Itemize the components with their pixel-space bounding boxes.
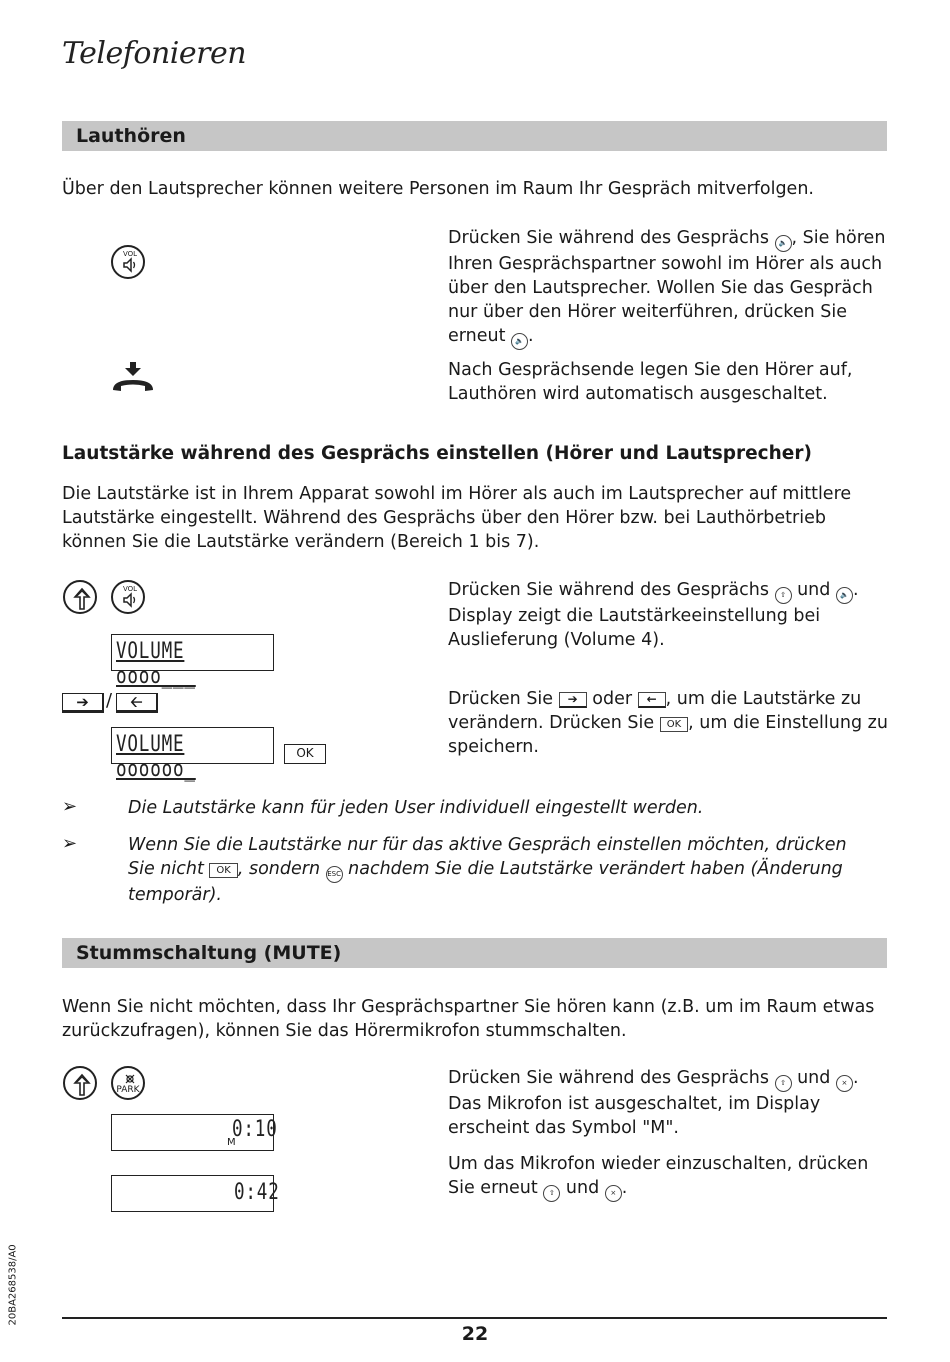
park-key-inline-icon: × <box>836 1075 853 1092</box>
display-text: VOLUME oooooo_ <box>116 732 196 782</box>
speaker-key-inline-icon: 🔈 <box>836 587 853 604</box>
section-heading-lauthoeren <box>62 121 887 151</box>
park-mute-key-icon <box>111 1066 145 1100</box>
note1: Die Lautstärke kann für jeden User individuell eingestellt werden. <box>128 798 704 818</box>
esc-key-inline-icon: ESC <box>326 866 343 883</box>
page-title: Telefonieren <box>62 36 247 71</box>
arrow-separator: / <box>106 690 113 711</box>
display-time: 0:42 <box>234 1180 280 1205</box>
ok-key-inline-icon: OK <box>209 863 237 878</box>
note-hand-icon: ➢ <box>62 833 78 854</box>
shift-key-icon <box>63 580 97 614</box>
park-label: PARK <box>116 1085 140 1095</box>
right-arrow-key-icon: ➔ <box>62 693 104 713</box>
speaker-key-inline-icon: 🔈 <box>775 235 792 252</box>
display-mute-off <box>111 1175 280 1212</box>
section-heading-mute <box>62 938 887 968</box>
section2-step2: Drücken Sie ➔ oder ← , um die Lautstärke zu verändern. Drücken Sie OK , um die Einstellung zu speichern. <box>448 689 888 757</box>
section3-intro: Wenn Sie nicht möchten, dass Ihr Gesprächspartner Sie hören kann (z.B. um im Raum etwas zurückzufragen), können Sie das Hörermikrofon stummschalten. <box>62 997 875 1041</box>
ok-key-inline-icon: OK <box>660 717 688 732</box>
section1-step1: Drücken Sie während des Gesprächs 🔈 , Sie hören Ihren Gesprächspartner sowohl im Hörer als auch über den Lautsprecher. Wollen Sie das Gespräch nur über den Hörer weiterführen, drücken Sie erneut 🔈 . <box>448 226 888 350</box>
speaker-key-icon <box>111 580 145 614</box>
speaker-key-icon <box>111 245 145 279</box>
display-volume-4 <box>111 634 274 689</box>
shift-key-inline-icon: ⇧ <box>775 1075 792 1092</box>
page-number: 22 <box>461 1323 489 1345</box>
park-key-inline-icon: × <box>605 1185 622 1202</box>
left-arrow-key-inline-icon: ← <box>638 692 666 708</box>
svg-text:VOL: VOL <box>122 585 138 593</box>
note2: Wenn Sie die Lautstärke nur für das aktive Gespräch einstellen möchten, drücken Sie nicht OK , sondern ESC nachdem Sie die Lautstärke verändert haben (Änderung temporär). <box>128 835 847 905</box>
note-hand-icon: ➢ <box>62 796 78 817</box>
display-time: 0:10 <box>232 1117 278 1142</box>
section2-step1: Drücken Sie während des Gesprächs ⇧ und 🔈 . Display zeigt die Lautstärkeeinstellung bei Auslieferung (Volume 4). <box>448 580 859 650</box>
left-arrow-key-icon: 🡠 <box>116 693 158 713</box>
right-arrow-key-inline-icon: ➔ <box>559 692 587 708</box>
section2-intro: Die Lautstärke ist in Ihrem Apparat sowohl im Hörer als auch im Lautsprecher auf mittlere Lautstärke eingestellt. Während des Gesprächs über den Hörer bzw. bei Lauthörbetrieb können Sie die Lautstärke verändern (Bereich 1 bis 7). <box>62 484 852 552</box>
speaker-key-inline-icon: 🔈 <box>511 333 528 350</box>
subheading-lautstaerke: Lautstärke während des Gesprächs einstellen (Hörer und Lautsprecher) <box>62 443 812 464</box>
section1-step2: Nach Gesprächsende legen Sie den Hörer auf, Lauthören wird automatisch ausgeschaltet. <box>448 360 853 404</box>
section3-step2: Um das Mikrofon wieder einzuschalten, drücken Sie erneut ⇧ und × . <box>448 1152 888 1202</box>
footer-rule <box>62 1317 887 1319</box>
svg-text:VOL: VOL <box>122 250 138 258</box>
display-text: VOLUME oooo___ <box>116 639 196 689</box>
display-mute-symbol: M <box>227 1137 236 1148</box>
display-mute-on <box>111 1114 278 1151</box>
display-volume-6 <box>111 727 274 782</box>
shift-key-icon <box>63 1066 97 1100</box>
section3-step1: Drücken Sie während des Gesprächs ⇧ und × . Das Mikrofon ist ausgeschaltet, im Display erscheint das Symbol "M". <box>448 1068 859 1138</box>
ok-key-icon: OK <box>284 744 326 764</box>
section1-intro: Über den Lautsprecher können weitere Personen im Raum Ihr Gespräch mitverfolgen. <box>62 179 814 199</box>
section-heading-text: Stummschaltung (MUTE) <box>76 942 342 964</box>
section-heading-text: Lauthören <box>76 125 186 147</box>
document-code: 20BA268538/A0 <box>7 1244 19 1326</box>
hang-up-icon <box>111 362 155 394</box>
shift-key-inline-icon: ⇧ <box>775 587 792 604</box>
shift-key-inline-icon: ⇧ <box>543 1185 560 1202</box>
